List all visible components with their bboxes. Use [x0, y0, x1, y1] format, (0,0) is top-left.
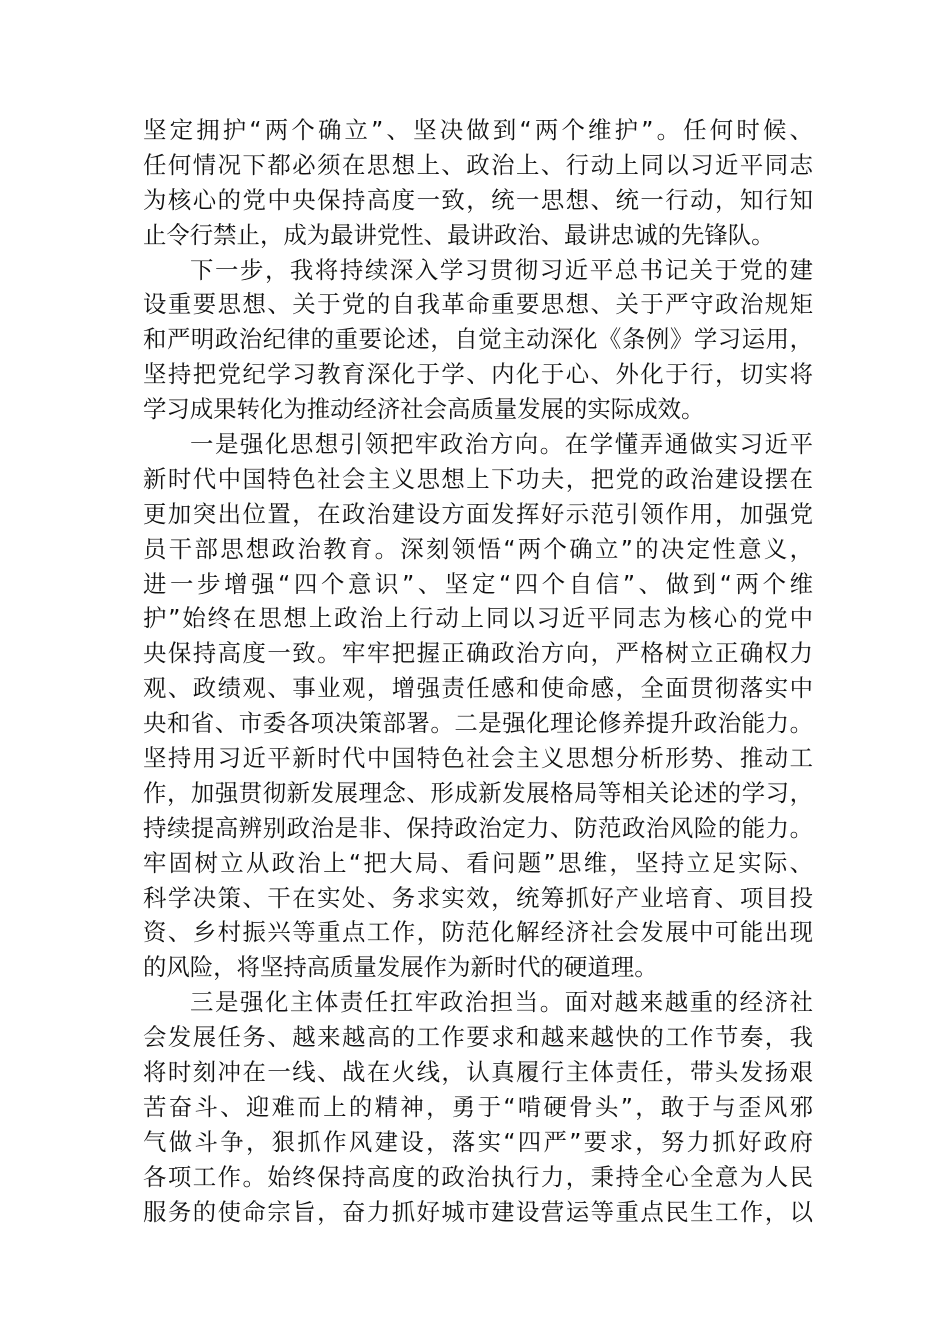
text-line: 央保持高度一致。牢牢把握正确政治方向，严格树立正确权力 [143, 639, 813, 668]
text-line: 为核心的党中央保持高度一致，统一思想、统一行动，知行知 [143, 185, 813, 214]
text-line: 牢固树立从政治上“把大局、看问题”思维，坚持立足实际、 [143, 848, 813, 877]
paragraph-first-line: 三是强化主体责任扛牢政治担当。面对越来越重的经济社 [190, 988, 813, 1017]
document-body [143, 113, 813, 1230]
text-line: 各项工作。始终保持高度的政治执行力，秉持全心全意为人民 [143, 1162, 813, 1191]
text-line: 护”始终在思想上政治上行动上同以习近平同志为核心的党中 [143, 604, 813, 633]
text-line: 央和省、市委各项决策部署。二是强化理论修养提升政治能力。 [143, 709, 813, 738]
text-line: 新时代中国特色社会主义思想上下功夫，把党的政治建设摆在 [143, 464, 813, 493]
text-line: 的风险，将坚持高质量发展作为新时代的硬道理。 [143, 953, 658, 982]
paragraph-first-line: 一是强化思想引领把牢政治方向。在学懂弄通做实习近平 [190, 430, 813, 459]
text-line: 气做斗争，狠抓作风建设，落实“四严”要求，努力抓好政府 [143, 1127, 813, 1156]
text-line: 作，加强贯彻新发展理念、形成新发展格局等相关论述的学习， [143, 778, 813, 807]
text-line: 服务的使命宗旨，奋力抓好城市建设营运等重点民生工作，以 [143, 1197, 813, 1226]
text-line: 员干部思想政治教育。深刻领悟“两个确立”的决定性意义， [143, 534, 813, 563]
text-line: 持续提高辨别政治是非、保持政治定力、防范政治风险的能力。 [143, 813, 813, 842]
text-line: 会发展任务、越来越高的工作要求和越来越快的工作节奏，我 [143, 1023, 813, 1052]
text-line: 坚定拥护“两个确立”、坚决做到“两个维护”。任何时候、 [143, 116, 813, 144]
text-line: 止令行禁止，成为最讲党性、最讲政治、最讲忠诚的先锋队。 [143, 220, 775, 249]
text-line: 进一步增强“四个意识”、坚定“四个自信”、做到“两个维 [143, 569, 813, 598]
text-line: 坚持把党纪学习教育深化于学、内化于心、外化于行，切实将 [143, 360, 813, 389]
text-line: 坚持用习近平新时代中国特色社会主义思想分析形势、推动工 [143, 744, 813, 773]
text-line: 任何情况下都必须在思想上、政治上、行动上同以习近平同志 [143, 150, 813, 179]
text-line: 更加突出位置，在政治建设方面发挥好示范引领作用，加强党 [143, 499, 813, 528]
text-line: 将时刻冲在一线、战在火线，认真履行主体责任，带头发扬艰 [143, 1058, 813, 1087]
text-line: 观、政绩观、事业观，增强责任感和使命感，全面贯彻落实中 [143, 674, 813, 703]
text-line: 科学决策、干在实处、务求实效，统筹抓好产业培育、项目投 [143, 883, 813, 912]
text-line: 设重要思想、关于党的自我革命重要思想、关于严守政治规矩 [143, 290, 813, 319]
text-line: 和严明政治纪律的重要论述，自觉主动深化《条例》学习运用， [143, 325, 813, 354]
text-line: 资、乡村振兴等重点工作，防范化解经济社会发展中可能出现 [143, 918, 813, 947]
paragraph-first-line: 下一步，我将持续深入学习贯彻习近平总书记关于党的建 [190, 255, 813, 284]
text-line: 苦奋斗、迎难而上的精神，勇于“啃硬骨头”，敢于与歪风邪 [143, 1092, 813, 1121]
text-line: 学习成果转化为推动经济社会高质量发展的实际成效。 [143, 395, 705, 424]
